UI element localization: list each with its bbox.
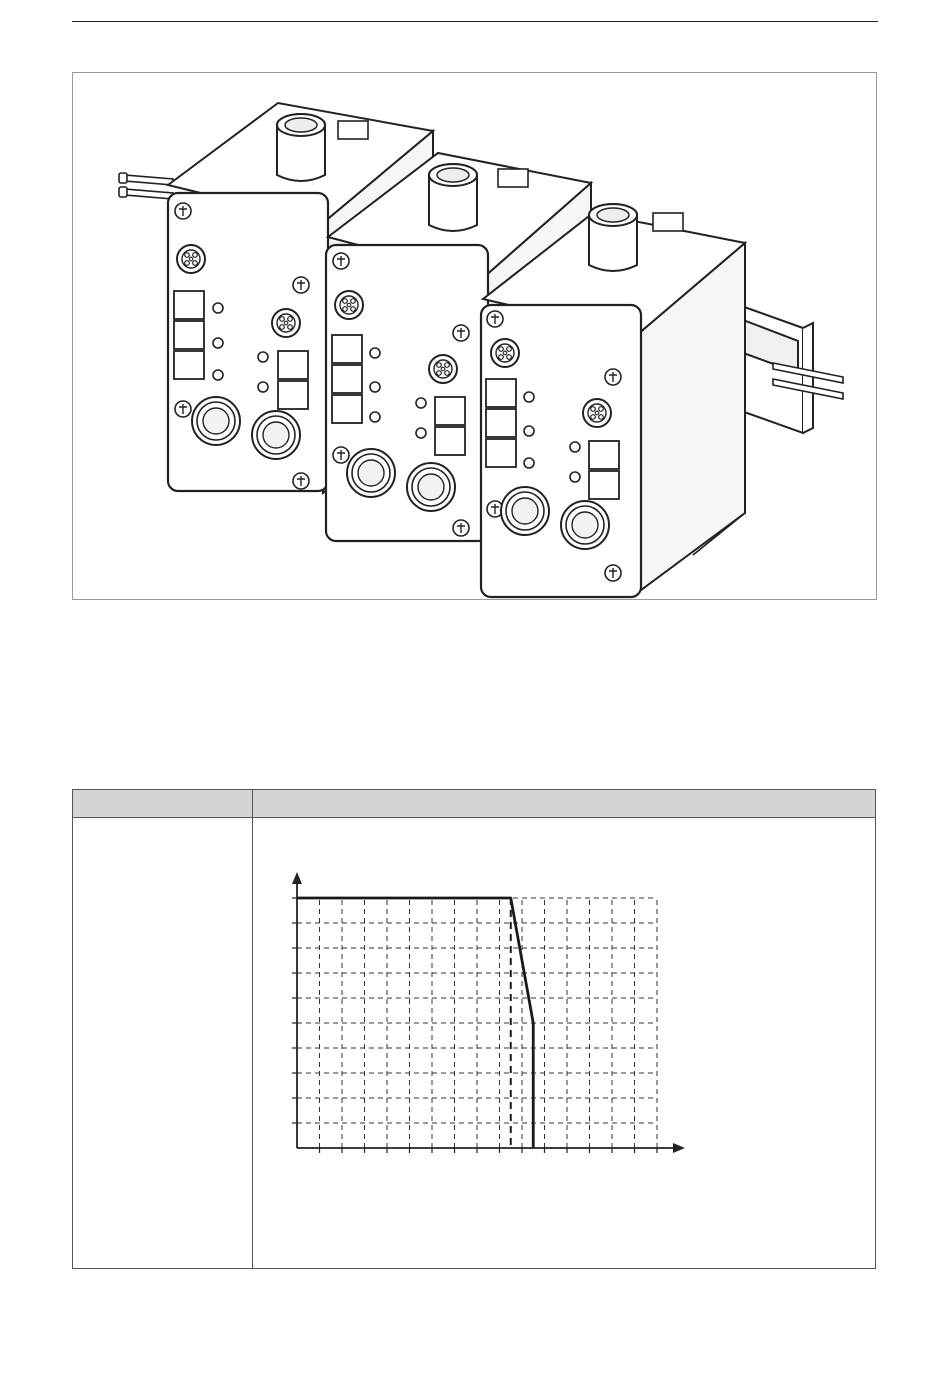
chart-svg bbox=[273, 870, 693, 1170]
module-illustration bbox=[73, 73, 876, 599]
top-rule bbox=[72, 21, 878, 22]
spec-table bbox=[72, 789, 876, 1269]
derating-chart bbox=[273, 870, 693, 1170]
x-axis-arrow bbox=[673, 1143, 685, 1153]
column-divider bbox=[252, 818, 253, 1268]
y-axis-arrow bbox=[292, 872, 302, 884]
header-divider bbox=[252, 790, 253, 817]
wire-left bbox=[119, 173, 173, 199]
product-figure bbox=[72, 72, 877, 600]
table-header bbox=[73, 790, 875, 818]
